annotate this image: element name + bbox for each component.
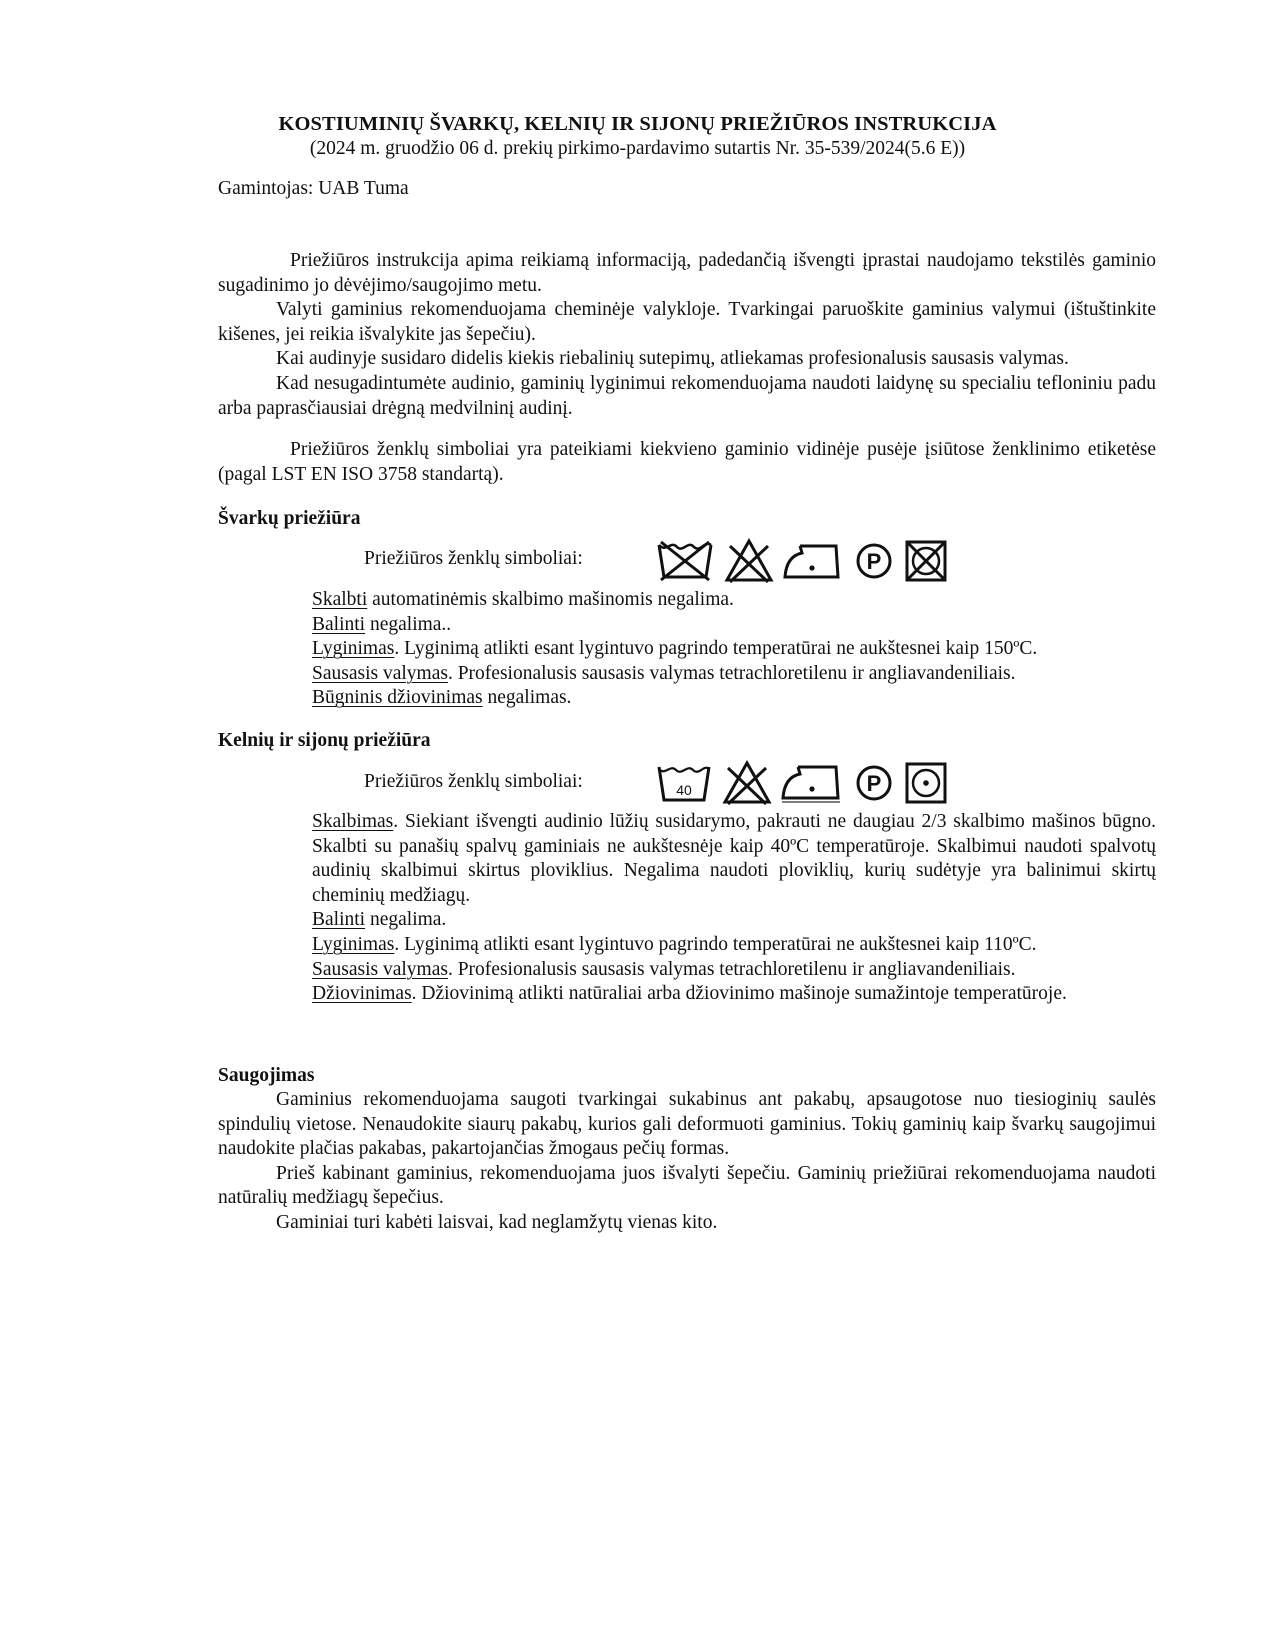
list-item (312, 588, 1156, 613)
storage-paragraph: Gaminiai turi kabėti laisvai, kad neglamžytų vienas kito. (276, 1211, 718, 1233)
symbols-note: Priežiūros ženklų simboliai yra pateikiami kiekvieno gaminio vidinėje pusėje įsiūtose ženklinimo etiketėse (pagal LST EN ISO 3758 standartą). (218, 439, 1156, 485)
symbols-note-section (218, 438, 1156, 487)
iron-low-icon (780, 762, 842, 804)
intro-paragraph: Valyti gaminius rekomenduojama cheminėje valykloje. Tvarkingai paruoškite gaminius valymui (ištuštinkite kišenes, jei reikia išvalykite jas šepečiu). (218, 299, 1156, 345)
item-term: Balinti (312, 613, 366, 635)
list-item (312, 908, 1156, 933)
storage-paragraph: Gaminius rekomenduojama saugoti tvarkingai sukabinus ant pakabų, apsaugotose nuo tiesioginių saulės spindulių vietose. Nenaudokite siaurų pakabų, kurios gali deformuoti gaminius. Tokių gaminių kaip švarkų saugojimui naudokite plačias pakabas, pakartojančias žmogaus pečių formas. (218, 1089, 1156, 1160)
manufacturer-text: Gamintojas: UAB Tuma (218, 178, 409, 199)
jackets-symbols-label: Priežiūros ženklų simboliai: (364, 548, 583, 569)
svg-text:P: P (866, 771, 882, 796)
item-term: Būgninis džiovinimas (312, 687, 483, 709)
intro-paragraph: Kad nesugadintumėte audinio, gaminių lyginimui rekomenduojama naudoti laidynę su specialiu tefloniniu padu arba paprasčiausiai drėgną medvilninį audinį. (218, 372, 1156, 419)
item-term: Sausasis valymas (312, 662, 448, 684)
intro-section (218, 249, 1156, 421)
item-term: Balinti (312, 909, 366, 931)
item-term: Džiovinimas (312, 983, 412, 1005)
item-term: Lyginimas (312, 638, 395, 660)
iron-low-icon (782, 541, 842, 581)
list-item (312, 810, 1156, 908)
item-text: . Lyginimą atlikti esant lygintuvo pagrindo temperatūrai ne aukštesnei kaip 150ºC. (394, 638, 1038, 660)
list-item (312, 613, 1156, 638)
wash-temp-label: 40 (676, 782, 692, 798)
item-term: Skalbimas (312, 811, 394, 832)
jackets-heading: Švarkų priežiūra (218, 508, 361, 529)
list-item (312, 958, 1156, 983)
jackets-care-symbols (656, 538, 948, 584)
dry-clean-p-icon (854, 541, 894, 581)
document-subtitle: (2024 m. gruodžio 06 d. prekių pirkimo-pardavimo sutartis Nr. 35-539/2024(5.6 E)) (309, 138, 966, 159)
svg-text:P: P (866, 549, 882, 574)
tumble-dry-icon (904, 761, 948, 805)
trousers-symbols-label: Priežiūros ženklų simboliai: (364, 771, 583, 792)
list-item (312, 982, 1156, 1007)
dry-clean-p-icon (854, 763, 894, 803)
no-wash-icon (656, 539, 714, 583)
item-text: . Siekiant išvengti audinio lūžių susidarymo, pakrauti ne daugiau 2/3 skalbimo mašinos būgno. Skalbti su panašių spalvų gaminiais ne aukštesnėje kaip 40ºC temperatūroje. Skalbimui naudoti spalvotų audinių skalbimui skirtus ploviklius. Negalima naudoti ploviklių, kurių sudėtyje yra balinimui skirtų cheminių medžiagų. (312, 811, 1156, 906)
item-text: . Profesionalusis sausasis valymas tetrachloretilenu ir angliavandeniliais. (447, 662, 1016, 684)
list-item (312, 662, 1156, 687)
item-term: Skalbti (312, 589, 368, 610)
no-bleach-icon (722, 760, 772, 806)
trousers-heading: Kelnių ir sijonų priežiūra (218, 730, 431, 751)
list-item (312, 933, 1156, 958)
document-title: KOSTIUMINIŲ ŠVARKŲ, KELNIŲ IR SIJONŲ PRIEŽIŪROS INSTRUKCIJA (278, 113, 997, 135)
trousers-care-symbols (656, 760, 948, 806)
list-item (312, 686, 1156, 711)
no-tumble-dry-icon (904, 539, 948, 583)
item-term: Lyginimas (312, 933, 395, 955)
storage-paragraph: Prieš kabinant gaminius, rekomenduojama juos išvalyti šepečiu. Gaminių priežiūrai rekomenduojama naudoti natūralių medžiagų šepečius. (218, 1162, 1156, 1209)
list-item (312, 637, 1156, 662)
jackets-care-list (312, 588, 1156, 711)
trousers-care-list (312, 810, 1156, 1007)
item-text: . Profesionalusis sausasis valymas tetrachloretilenu ir angliavandeniliais. (447, 958, 1016, 980)
item-text: negalima.. (365, 613, 452, 635)
storage-heading: Saugojimas (218, 1065, 315, 1086)
no-bleach-icon (724, 538, 774, 584)
item-text: . Lyginimą atlikti esant lygintuvo pagrindo temperatūrai ne aukštesnei kaip 110ºC. (394, 933, 1037, 955)
intro-paragraph: Kai audinyje susidaro didelis kiekis riebalinių sutepimų, atliekamas profesionalusis sausasis valymas. (276, 348, 1069, 370)
item-text: negalima. (365, 909, 447, 931)
item-text: . Džiovinimą atlikti natūraliai arba džiovinimo mašinoje sumažintoje temperatūroje. (411, 983, 1067, 1005)
intro-paragraph: Priežiūros instrukcija apima reikiamą informaciją, padedančią išvengti įprastai naudojamo tekstilės gaminio sugadinimo jo dėvėjimo/saugojimo metu. (218, 250, 1156, 296)
item-term: Sausasis valymas (312, 958, 448, 980)
wash-40-icon (656, 761, 712, 805)
manufacturer-line (218, 177, 1156, 202)
item-text: automatinėmis skalbimo mašinomis negalima. (367, 589, 734, 610)
storage-section (218, 1088, 1156, 1236)
item-text: negalimas. (482, 687, 572, 709)
